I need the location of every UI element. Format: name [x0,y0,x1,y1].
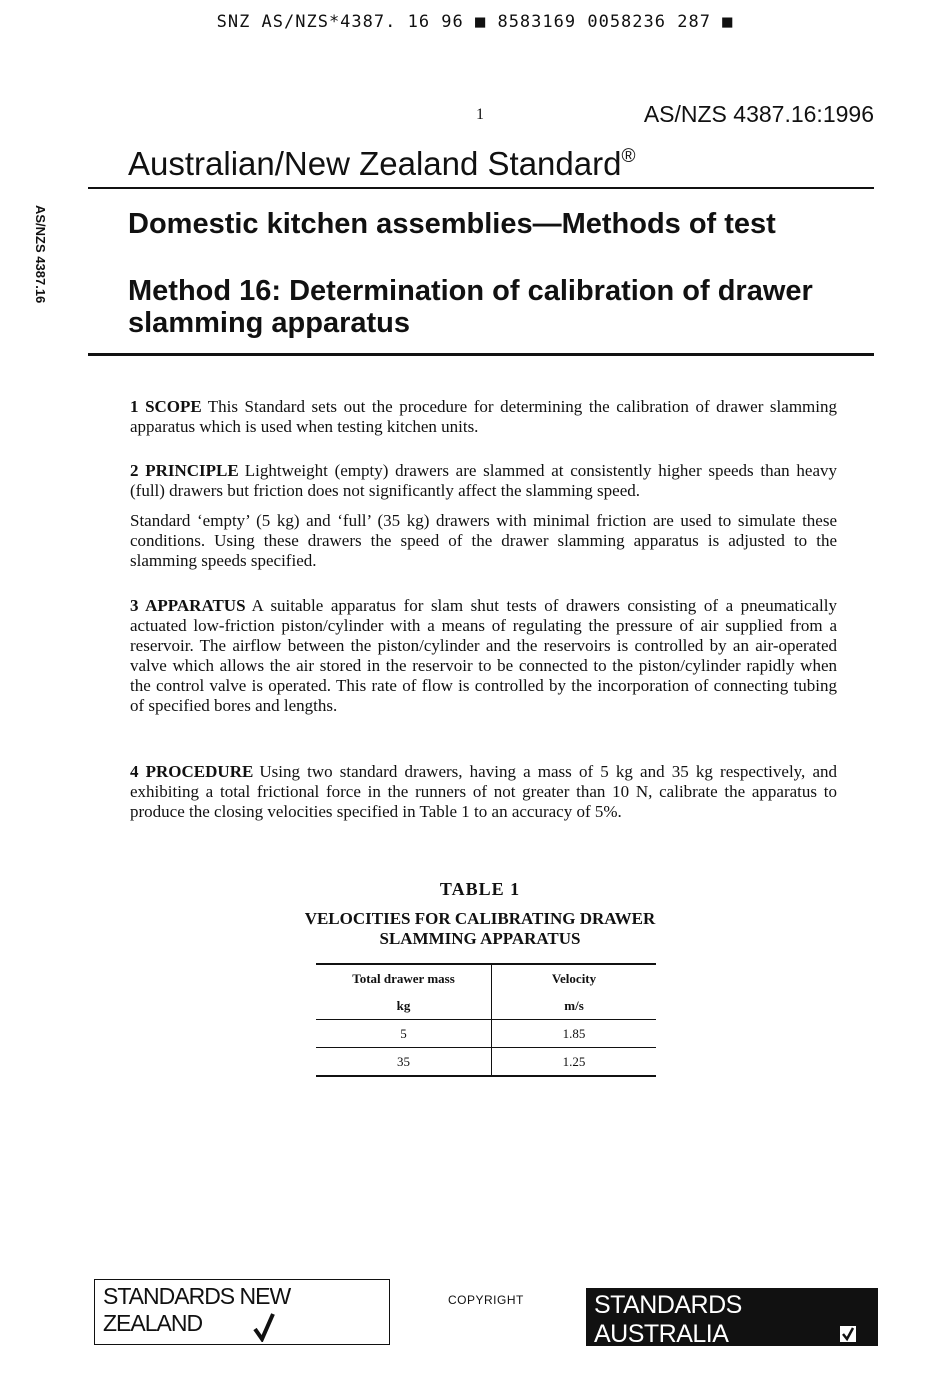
section-principle [130,461,837,501]
col-header-velocity: Velocity [492,964,657,992]
section-heading: 3 APPARATUS [130,596,246,615]
section-principle-detail [130,511,837,571]
table-header-row [316,964,656,992]
title-rule-top [88,187,874,189]
document-code-line: SNZ AS/NZS*4387. 16 96 ■ 8583169 0058236 287 ■ [216,12,734,32]
table-title: TABLE 1 [439,879,521,899]
side-standard-label: AS/NZS 4387.16 [33,205,48,304]
section-procedure [130,762,837,822]
section-text: Standard ‘empty’ (5 kg) and ‘full’ (35 kg) drawers with minimal friction are used to simulate these conditions. Using these drawers the speed of the drawer slamming apparatus is adjusted to the slamming speeds specified. [130,511,837,570]
cell-mass: 5 [316,1020,492,1048]
cell-velocity: 1.85 [492,1020,657,1048]
copyright-label: COPYRIGHT [448,1293,524,1307]
cell-mass: 35 [316,1048,492,1077]
main-title: Domestic kitchen assemblies—Methods of test [128,208,776,240]
section-text: A suitable apparatus for slam shut tests of drawers consisting of a pneumatically actuated low-friction piston/cylinder with a means of regulating the pressure of air supplied from a reservoir. The airflow between the piston/cylinder and the reservoirs is controlled by an air-operated valve which allows the air stored in the reservoir to be connected to the piston/cylinder rapidly when the control valve is operated. This rate of flow is controlled by the incorporation of connecting tubing of specified bores and lengths. [130,596,837,715]
cell-velocity: 1.25 [492,1048,657,1077]
table-row [316,1048,656,1077]
title-rule-bottom [88,353,874,356]
table-row [316,1020,656,1048]
check-icon [253,1312,275,1342]
unit-mass: kg [316,992,492,1020]
section-apparatus [130,596,837,716]
section-scope [130,397,837,437]
velocity-table [316,963,656,1077]
section-text: Lightweight (empty) drawers are slammed at consistently higher speeds than heavy (full) drawers but friction does not significantly affect the slamming speed. [130,461,837,500]
table-units-row [316,992,656,1020]
section-heading: 2 PRINCIPLE [130,461,239,480]
section-heading: 1 SCOPE [130,397,202,416]
section-text: Using two standard drawers, having a mass of 5 kg and 35 kg respectively, and exhibiting a total frictional force in the runners of not greater than 10 N, calibrate the apparatus to produce the closing velocities specified in Table 1 to an accuracy of 5%. [130,762,838,821]
org-title [128,145,635,183]
table-caption: VELOCITIES FOR CALIBRATING DRAWER SLAMMING APPARATUS [304,909,656,948]
registered-mark: ® [621,146,636,167]
section-text: This Standard sets out the procedure for determining the calibration of drawer slamming apparatus which is used when testing kitchen units. [130,397,837,436]
page-number: 1 [476,106,484,123]
standard-code: AS/NZS 4387.16:1996 [643,101,874,127]
sa-logo-text: STANDARDS AUSTRALIA [594,1291,742,1348]
section-heading: 4 PROCEDURE [130,762,254,781]
check-box-icon [840,1326,856,1342]
sa-logo [586,1288,878,1346]
col-header-mass: Total drawer mass [316,964,492,992]
snz-logo-text: STANDARDS NEW ZEALAND [103,1283,291,1336]
unit-velocity: m/s [492,992,657,1020]
org-title-text: Australian/New Zealand Standard [128,145,622,182]
method-subtitle: Method 16: Determination of calibration of drawer slamming apparatus [128,275,813,339]
snz-logo [94,1279,390,1345]
